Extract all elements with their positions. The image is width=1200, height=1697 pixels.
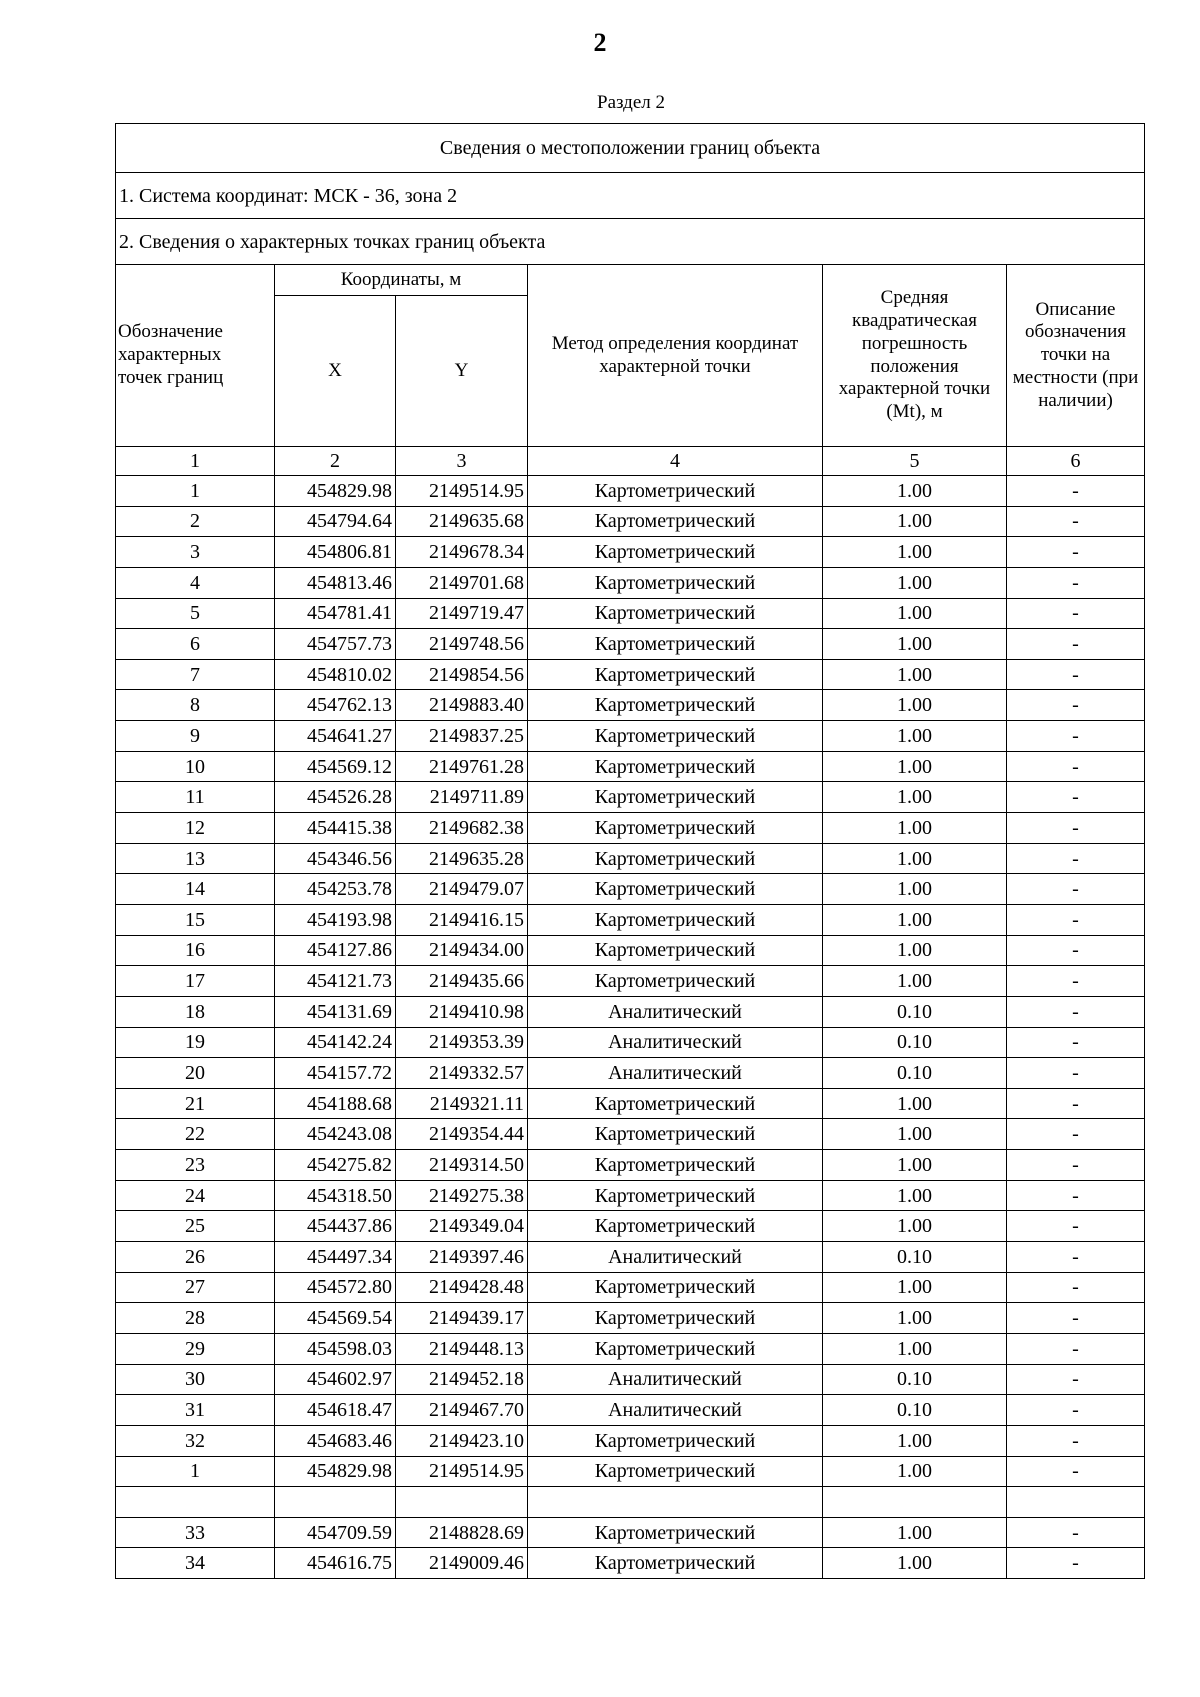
cell-error: 1.00: [823, 1456, 1007, 1487]
cell-x: 454616.75: [275, 1548, 396, 1579]
cell-description: -: [1007, 782, 1145, 813]
cell-error: 0.10: [823, 1364, 1007, 1395]
cell-description: -: [1007, 506, 1145, 537]
cell-point-id: 25: [116, 1211, 275, 1242]
cell-method: Картометрический: [528, 843, 823, 874]
cell-error: [823, 1487, 1007, 1518]
cell-method: Картометрический: [528, 935, 823, 966]
cell-x: 454318.50: [275, 1180, 396, 1211]
cell-description: -: [1007, 1272, 1145, 1303]
cell-x: [275, 1487, 396, 1518]
cell-description: -: [1007, 598, 1145, 629]
table-row: [116, 476, 1145, 507]
table-row: [116, 567, 1145, 598]
column-number: 2: [275, 447, 396, 476]
header-coords: Координаты, м: [275, 265, 528, 296]
cell-description: -: [1007, 537, 1145, 568]
cell-description: -: [1007, 1395, 1145, 1426]
cell-x: 454188.68: [275, 1088, 396, 1119]
table-row: [116, 1456, 1145, 1487]
table-row: [116, 996, 1145, 1027]
cell-method: Картометрический: [528, 1333, 823, 1364]
cell-method: Картометрический: [528, 690, 823, 721]
cell-error: 1.00: [823, 904, 1007, 935]
cell-method: Аналитический: [528, 1058, 823, 1089]
points-caption-text: 2. Сведения о характерных точках границ объекта: [116, 219, 1145, 265]
cell-x: 454526.28: [275, 782, 396, 813]
cell-method: Картометрический: [528, 874, 823, 905]
points-caption-row: [116, 219, 1145, 265]
cell-error: 1.00: [823, 1180, 1007, 1211]
cell-error: 1.00: [823, 813, 1007, 844]
table-row: [116, 1088, 1145, 1119]
cell-x: 454598.03: [275, 1333, 396, 1364]
column-number: 5: [823, 447, 1007, 476]
table-row: [116, 537, 1145, 568]
cell-x: 454641.27: [275, 721, 396, 752]
cell-point-id: [116, 1487, 275, 1518]
column-number: 3: [396, 447, 528, 476]
cell-point-id: 30: [116, 1364, 275, 1395]
cell-method: Картометрический: [528, 751, 823, 782]
cell-description: -: [1007, 1180, 1145, 1211]
cell-description: -: [1007, 1548, 1145, 1579]
cell-error: 0.10: [823, 1395, 1007, 1426]
cell-y: 2149701.68: [396, 567, 528, 598]
cell-point-id: 26: [116, 1242, 275, 1273]
column-number: 4: [528, 447, 823, 476]
cell-y: 2149314.50: [396, 1150, 528, 1181]
table-row: [116, 966, 1145, 997]
table-row: [116, 874, 1145, 905]
cell-error: 1.00: [823, 1425, 1007, 1456]
cell-point-id: 7: [116, 659, 275, 690]
cell-y: 2149682.38: [396, 813, 528, 844]
cell-error: 1.00: [823, 782, 1007, 813]
cell-y: 2149349.04: [396, 1211, 528, 1242]
header-error: Средняя квадратическая погрешность положения характерной точки (Mt), м: [823, 265, 1007, 447]
cell-error: 1.00: [823, 1088, 1007, 1119]
cell-x: 454829.98: [275, 476, 396, 507]
cell-y: 2149467.70: [396, 1395, 528, 1426]
cell-error: 1.00: [823, 690, 1007, 721]
cell-x: 454683.46: [275, 1425, 396, 1456]
cell-description: -: [1007, 1119, 1145, 1150]
header-description: Описание обозначения точки на местности (при наличии): [1007, 265, 1145, 447]
cell-point-id: 15: [116, 904, 275, 935]
table-row: [116, 1150, 1145, 1181]
header-x: X: [275, 296, 396, 447]
cell-x: 454497.34: [275, 1242, 396, 1273]
cell-method: Картометрический: [528, 1180, 823, 1211]
cell-x: 454757.73: [275, 629, 396, 660]
column-numbers-row: [116, 447, 1145, 476]
cell-method: Картометрический: [528, 1548, 823, 1579]
cell-error: 0.10: [823, 1027, 1007, 1058]
cell-method: Картометрический: [528, 966, 823, 997]
cell-description: -: [1007, 996, 1145, 1027]
table-row: [116, 782, 1145, 813]
cell-y: 2148828.69: [396, 1517, 528, 1548]
cell-y: 2149514.95: [396, 1456, 528, 1487]
cell-point-id: 34: [116, 1548, 275, 1579]
cell-description: -: [1007, 966, 1145, 997]
cell-y: 2149452.18: [396, 1364, 528, 1395]
cell-x: 454127.86: [275, 935, 396, 966]
cell-error: 1.00: [823, 598, 1007, 629]
cell-description: -: [1007, 1088, 1145, 1119]
table-row: [116, 1395, 1145, 1426]
cell-error: 0.10: [823, 1058, 1007, 1089]
cell-description: -: [1007, 1456, 1145, 1487]
cell-description: -: [1007, 904, 1145, 935]
cell-point-id: 14: [116, 874, 275, 905]
cell-description: [1007, 1487, 1145, 1518]
table-row: [116, 1303, 1145, 1334]
cell-y: 2149354.44: [396, 1119, 528, 1150]
table-row: [116, 1058, 1145, 1089]
cell-method: Картометрический: [528, 598, 823, 629]
cell-method: Аналитический: [528, 1242, 823, 1273]
cell-x: 454781.41: [275, 598, 396, 629]
cell-method: Картометрический: [528, 506, 823, 537]
cell-x: 454602.97: [275, 1364, 396, 1395]
cell-description: -: [1007, 843, 1145, 874]
cell-method: Картометрический: [528, 1456, 823, 1487]
header-method: Метод определения координат характерной точки: [528, 265, 823, 447]
cell-point-id: 4: [116, 567, 275, 598]
cell-y: 2149635.68: [396, 506, 528, 537]
cell-x: 454810.02: [275, 659, 396, 690]
cell-y: 2149711.89: [396, 782, 528, 813]
cell-y: 2149332.57: [396, 1058, 528, 1089]
header-row-top: [116, 265, 1145, 296]
cell-point-id: 16: [116, 935, 275, 966]
cell-method: Картометрический: [528, 721, 823, 752]
cell-error: 1.00: [823, 843, 1007, 874]
header-y: Y: [396, 296, 528, 447]
cell-point-id: 11: [116, 782, 275, 813]
cell-method: Картометрический: [528, 476, 823, 507]
cell-x: 454346.56: [275, 843, 396, 874]
cell-x: 454618.47: [275, 1395, 396, 1426]
table-row: [116, 904, 1145, 935]
cell-y: 2149837.25: [396, 721, 528, 752]
cell-method: Аналитический: [528, 996, 823, 1027]
cell-point-id: 12: [116, 813, 275, 844]
cell-point-id: 27: [116, 1272, 275, 1303]
cell-error: 1.00: [823, 1211, 1007, 1242]
cell-error: 1.00: [823, 874, 1007, 905]
cell-y: [396, 1487, 528, 1518]
cell-y: 2149514.95: [396, 476, 528, 507]
cell-method: Картометрический: [528, 1272, 823, 1303]
cell-point-id: 29: [116, 1333, 275, 1364]
cell-method: [528, 1487, 823, 1518]
cell-y: 2149275.38: [396, 1180, 528, 1211]
cell-x: 454131.69: [275, 996, 396, 1027]
cell-method: Картометрический: [528, 1088, 823, 1119]
cell-y: 2149719.47: [396, 598, 528, 629]
cell-point-id: 24: [116, 1180, 275, 1211]
cell-x: 454157.72: [275, 1058, 396, 1089]
cell-description: -: [1007, 751, 1145, 782]
cell-method: Картометрический: [528, 904, 823, 935]
cell-description: -: [1007, 1058, 1145, 1089]
cell-point-id: 21: [116, 1088, 275, 1119]
cell-x: 454572.80: [275, 1272, 396, 1303]
table-row: [116, 751, 1145, 782]
cell-error: 1.00: [823, 476, 1007, 507]
cell-method: Аналитический: [528, 1027, 823, 1058]
cell-y: 2149761.28: [396, 751, 528, 782]
column-number: 1: [116, 447, 275, 476]
cell-error: 1.00: [823, 1272, 1007, 1303]
cell-point-id: 1: [116, 1456, 275, 1487]
cell-x: 454806.81: [275, 537, 396, 568]
cell-point-id: 28: [116, 1303, 275, 1334]
table-row: [116, 1211, 1145, 1242]
cell-point-id: 8: [116, 690, 275, 721]
cell-point-id: 33: [116, 1517, 275, 1548]
cell-method: Аналитический: [528, 1395, 823, 1426]
table-row: [116, 1027, 1145, 1058]
cell-error: 1.00: [823, 1548, 1007, 1579]
table-row: [116, 1425, 1145, 1456]
table-row: [116, 1487, 1145, 1518]
cell-description: -: [1007, 935, 1145, 966]
cell-error: 1.00: [823, 1333, 1007, 1364]
table-row: [116, 935, 1145, 966]
cell-y: 2149434.00: [396, 935, 528, 966]
table-title: Сведения о местоположении границ объекта: [116, 124, 1145, 173]
table-row: [116, 1180, 1145, 1211]
cell-point-id: 31: [116, 1395, 275, 1426]
section-label: Раздел 2: [597, 92, 665, 113]
cell-x: 454275.82: [275, 1150, 396, 1181]
cell-point-id: 19: [116, 1027, 275, 1058]
cell-description: -: [1007, 1517, 1145, 1548]
cell-method: Картометрический: [528, 1119, 823, 1150]
table-row: [116, 690, 1145, 721]
cell-description: -: [1007, 1242, 1145, 1273]
coord-system-text: 1. Система координат: МСК - 36, зона 2: [116, 173, 1145, 219]
table-row: [116, 721, 1145, 752]
table-row: [116, 813, 1145, 844]
cell-x: 454794.64: [275, 506, 396, 537]
table-row: [116, 659, 1145, 690]
cell-method: Картометрический: [528, 567, 823, 598]
cell-description: -: [1007, 629, 1145, 660]
cell-x: 454569.12: [275, 751, 396, 782]
table-row: [116, 1548, 1145, 1579]
cell-error: 1.00: [823, 1150, 1007, 1181]
cell-error: 1.00: [823, 629, 1007, 660]
header-point: Обозначение характерных точек границ: [116, 265, 275, 447]
table-row: [116, 629, 1145, 660]
cell-x: 454569.54: [275, 1303, 396, 1334]
cell-error: 1.00: [823, 567, 1007, 598]
cell-error: 1.00: [823, 966, 1007, 997]
cell-error: 1.00: [823, 1517, 1007, 1548]
cell-x: 454813.46: [275, 567, 396, 598]
cell-x: 454437.86: [275, 1211, 396, 1242]
cell-error: 1.00: [823, 1119, 1007, 1150]
cell-method: Картометрический: [528, 813, 823, 844]
cell-error: 0.10: [823, 996, 1007, 1027]
coord-system-row: [116, 173, 1145, 219]
cell-point-id: 22: [116, 1119, 275, 1150]
cell-description: -: [1007, 1364, 1145, 1395]
cell-error: 0.10: [823, 1242, 1007, 1273]
cell-x: 454253.78: [275, 874, 396, 905]
cell-y: 2149423.10: [396, 1425, 528, 1456]
cell-point-id: 32: [116, 1425, 275, 1456]
cell-method: Картометрический: [528, 782, 823, 813]
cell-description: -: [1007, 1333, 1145, 1364]
cell-method: Картометрический: [528, 629, 823, 660]
cell-point-id: 23: [116, 1150, 275, 1181]
cell-method: Картометрический: [528, 1150, 823, 1181]
cell-point-id: 17: [116, 966, 275, 997]
cell-description: -: [1007, 1027, 1145, 1058]
cell-x: 454121.73: [275, 966, 396, 997]
table-title-row: [116, 124, 1145, 173]
cell-y: 2149883.40: [396, 690, 528, 721]
cell-y: 2149448.13: [396, 1333, 528, 1364]
cell-y: 2149428.48: [396, 1272, 528, 1303]
cell-y: 2149009.46: [396, 1548, 528, 1579]
cell-description: -: [1007, 659, 1145, 690]
cell-y: 2149435.66: [396, 966, 528, 997]
cell-point-id: 9: [116, 721, 275, 752]
table-row: [116, 1119, 1145, 1150]
table-row: [116, 506, 1145, 537]
cell-description: -: [1007, 1425, 1145, 1456]
cell-description: -: [1007, 813, 1145, 844]
cell-y: 2149397.46: [396, 1242, 528, 1273]
cell-method: Картометрический: [528, 1303, 823, 1334]
cell-point-id: 10: [116, 751, 275, 782]
cell-y: 2149416.15: [396, 904, 528, 935]
cell-point-id: 3: [116, 537, 275, 568]
cell-x: 454142.24: [275, 1027, 396, 1058]
cell-method: Картометрический: [528, 537, 823, 568]
cell-y: 2149854.56: [396, 659, 528, 690]
table-row: [116, 1333, 1145, 1364]
cell-method: Картометрический: [528, 1425, 823, 1456]
table-header: [116, 124, 1145, 476]
cell-description: -: [1007, 874, 1145, 905]
cell-x: 454829.98: [275, 1456, 396, 1487]
cell-error: 1.00: [823, 935, 1007, 966]
cell-error: 1.00: [823, 721, 1007, 752]
cell-y: 2149353.39: [396, 1027, 528, 1058]
cell-error: 1.00: [823, 751, 1007, 782]
cell-point-id: 2: [116, 506, 275, 537]
cell-y: 2149748.56: [396, 629, 528, 660]
cell-y: 2149439.17: [396, 1303, 528, 1334]
table-body: [116, 476, 1145, 1579]
cell-description: -: [1007, 690, 1145, 721]
cell-method: Картометрический: [528, 659, 823, 690]
table-row: [116, 1517, 1145, 1548]
cell-y: 2149635.28: [396, 843, 528, 874]
cell-method: Аналитический: [528, 1364, 823, 1395]
cell-error: 1.00: [823, 659, 1007, 690]
cell-y: 2149321.11: [396, 1088, 528, 1119]
cell-method: Картометрический: [528, 1517, 823, 1548]
column-number: 6: [1007, 447, 1145, 476]
cell-y: 2149479.07: [396, 874, 528, 905]
cell-point-id: 1: [116, 476, 275, 507]
cell-description: -: [1007, 1150, 1145, 1181]
cell-x: 454415.38: [275, 813, 396, 844]
cell-method: Картометрический: [528, 1211, 823, 1242]
page-number: 2: [593, 28, 607, 57]
cell-description: -: [1007, 1211, 1145, 1242]
table-row: [116, 598, 1145, 629]
cell-point-id: 13: [116, 843, 275, 874]
cell-point-id: 6: [116, 629, 275, 660]
cell-description: -: [1007, 1303, 1145, 1334]
table-row: [116, 843, 1145, 874]
boundary-points-table: [115, 123, 1145, 1579]
cell-error: 1.00: [823, 506, 1007, 537]
cell-description: -: [1007, 721, 1145, 752]
cell-point-id: 20: [116, 1058, 275, 1089]
cell-x: 454762.13: [275, 690, 396, 721]
cell-point-id: 18: [116, 996, 275, 1027]
cell-description: -: [1007, 567, 1145, 598]
table-row: [116, 1364, 1145, 1395]
cell-x: 454709.59: [275, 1517, 396, 1548]
cell-description: -: [1007, 476, 1145, 507]
cell-y: 2149410.98: [396, 996, 528, 1027]
cell-error: 1.00: [823, 537, 1007, 568]
table-row: [116, 1272, 1145, 1303]
cell-y: 2149678.34: [396, 537, 528, 568]
cell-x: 454243.08: [275, 1119, 396, 1150]
table-row: [116, 1242, 1145, 1273]
cell-point-id: 5: [116, 598, 275, 629]
cell-x: 454193.98: [275, 904, 396, 935]
cell-error: 1.00: [823, 1303, 1007, 1334]
